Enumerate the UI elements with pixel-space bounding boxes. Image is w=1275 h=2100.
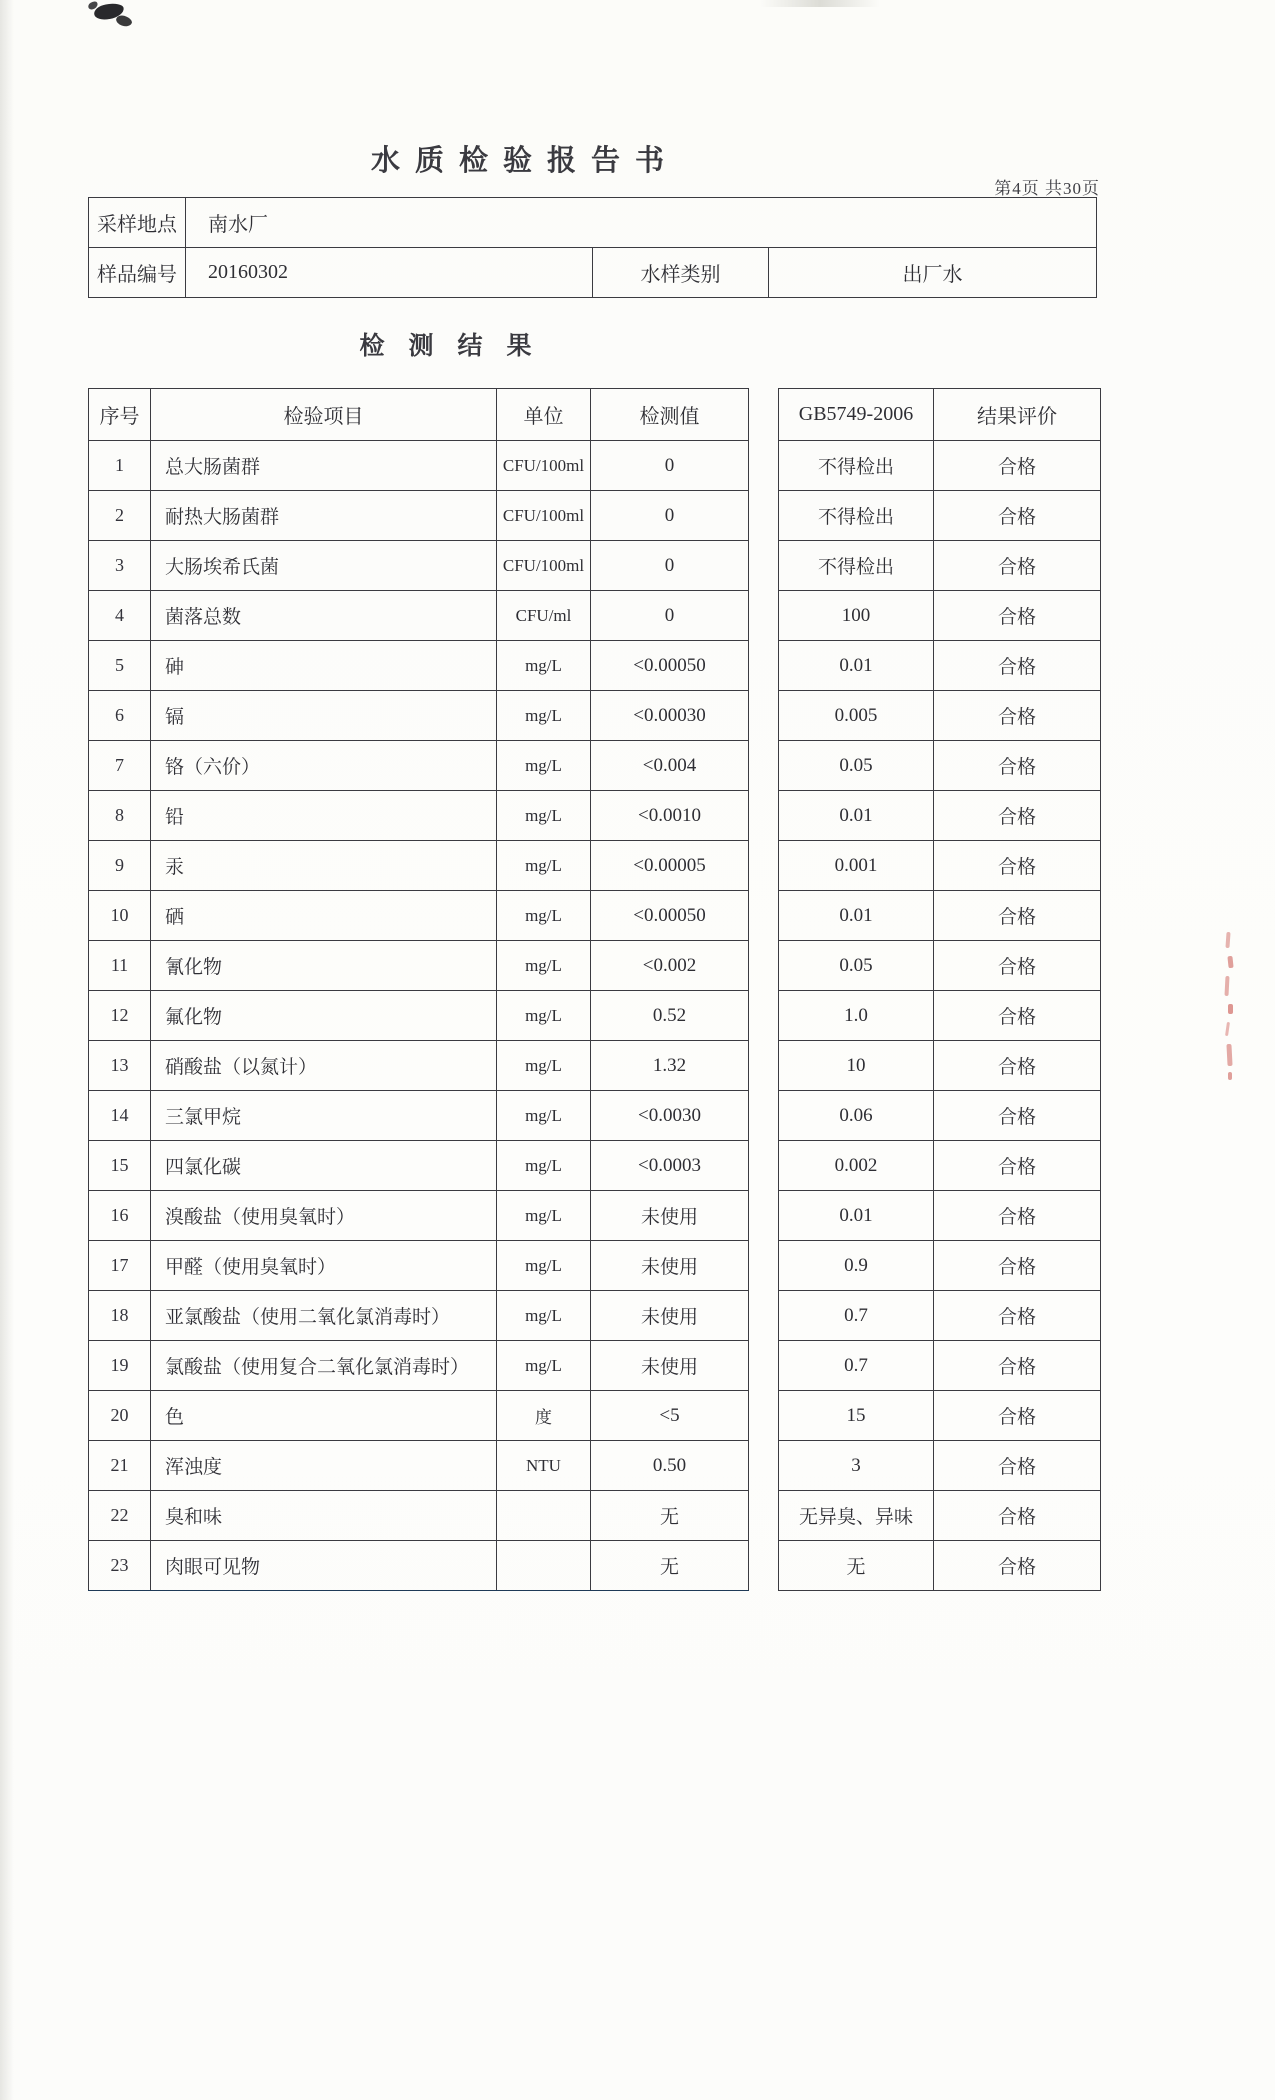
standard-limit: 0.06 — [779, 1091, 934, 1141]
measured-value: 未使用 — [591, 1291, 749, 1341]
unit: mg/L — [497, 1141, 591, 1191]
evaluation: 合格 — [934, 841, 1101, 891]
measured-value: 未使用 — [591, 1191, 749, 1241]
results-table-right — [778, 388, 1101, 1591]
evaluation: 合格 — [934, 491, 1101, 541]
results-header-row-right — [779, 389, 1101, 441]
row-number: 17 — [89, 1241, 151, 1291]
standard-limit: 0.001 — [779, 841, 934, 891]
evaluation: 合格 — [934, 1541, 1101, 1591]
unit: NTU — [497, 1441, 591, 1491]
row-number: 14 — [89, 1091, 151, 1141]
evaluation: 合格 — [934, 1391, 1101, 1441]
result-row-right — [779, 1241, 1101, 1291]
row-number: 9 — [89, 841, 151, 891]
row-number: 13 — [89, 1041, 151, 1091]
measured-value: 无 — [591, 1491, 749, 1541]
measured-value: <0.00050 — [591, 641, 749, 691]
row-number: 21 — [89, 1441, 151, 1491]
unit: CFU/100ml — [497, 491, 591, 541]
unit: mg/L — [497, 1041, 591, 1091]
item-name: 菌落总数 — [151, 591, 497, 641]
measured-value: <0.0003 — [591, 1141, 749, 1191]
result-row — [89, 1241, 749, 1291]
row-number: 20 — [89, 1391, 151, 1441]
evaluation: 合格 — [934, 741, 1101, 791]
item-name: 氯酸盐（使用复合二氧化氯消毒时） — [151, 1341, 497, 1391]
unit: mg/L — [497, 991, 591, 1041]
result-row — [89, 841, 749, 891]
unit: 度 — [497, 1391, 591, 1441]
result-row — [89, 1441, 749, 1491]
item-name: 砷 — [151, 641, 497, 691]
evaluation: 合格 — [934, 441, 1101, 491]
unit: mg/L — [497, 1241, 591, 1291]
standard-limit: 0.05 — [779, 741, 934, 791]
result-row — [89, 791, 749, 841]
evaluation: 合格 — [934, 1441, 1101, 1491]
water-type-value: 出厂水 — [769, 248, 1097, 298]
header-value: 检测值 — [591, 389, 749, 441]
measured-value: 0.52 — [591, 991, 749, 1041]
sample-number-value: 20160302 — [186, 248, 593, 298]
header-result: 结果评价 — [934, 389, 1101, 441]
measured-value: 未使用 — [591, 1241, 749, 1291]
evaluation: 合格 — [934, 891, 1101, 941]
unit: CFU/100ml — [497, 441, 591, 491]
result-row-right — [779, 441, 1101, 491]
result-row-right — [779, 1041, 1101, 1091]
unit: mg/L — [497, 1341, 591, 1391]
result-row-right — [779, 1491, 1101, 1541]
unit: mg/L — [497, 941, 591, 991]
measured-value: <0.00050 — [591, 891, 749, 941]
result-row-right — [779, 991, 1101, 1041]
results-body-right — [779, 441, 1101, 1591]
result-row-right — [779, 1091, 1101, 1141]
measured-value: 无 — [591, 1541, 749, 1591]
result-row-right — [779, 1541, 1101, 1591]
item-name: 大肠埃希氏菌 — [151, 541, 497, 591]
unit: mg/L — [497, 891, 591, 941]
page-number: 第4页 共30页 — [994, 179, 1100, 198]
row-number: 10 — [89, 891, 151, 941]
standard-limit: 0.7 — [779, 1291, 934, 1341]
row-number: 5 — [89, 641, 151, 691]
evaluation: 合格 — [934, 641, 1101, 691]
result-row — [89, 691, 749, 741]
measured-value: 0 — [591, 491, 749, 541]
scanner-edge-shadow — [0, 0, 14, 2100]
standard-limit: 1.0 — [779, 991, 934, 1041]
sample-info-table — [88, 197, 1097, 298]
result-row-right — [779, 691, 1101, 741]
measured-value: 0 — [591, 441, 749, 491]
item-name: 肉眼可见物 — [151, 1541, 497, 1591]
unit: mg/L — [497, 841, 591, 891]
unit: mg/L — [497, 641, 591, 691]
standard-limit: 不得检出 — [779, 441, 934, 491]
evaluation: 合格 — [934, 791, 1101, 841]
row-number: 8 — [89, 791, 151, 841]
standard-limit: 0.05 — [779, 941, 934, 991]
scan-smudge — [760, 0, 880, 7]
measured-value: <0.002 — [591, 941, 749, 991]
standard-limit: 0.01 — [779, 791, 934, 841]
unit: CFU/ml — [497, 591, 591, 641]
measured-value: 未使用 — [591, 1341, 749, 1391]
result-row-right — [779, 841, 1101, 891]
item-name: 镉 — [151, 691, 497, 741]
result-row-right — [779, 1441, 1101, 1491]
result-row — [89, 491, 749, 541]
item-name: 铅 — [151, 791, 497, 841]
row-number: 2 — [89, 491, 151, 541]
item-name: 氟化物 — [151, 991, 497, 1041]
result-row — [89, 441, 749, 491]
header-no: 序号 — [89, 389, 151, 441]
result-row — [89, 1091, 749, 1141]
result-row-right — [779, 1341, 1101, 1391]
measured-value: <5 — [591, 1391, 749, 1441]
header-standard: GB5749-2006 — [779, 389, 934, 441]
item-name: 亚氯酸盐（使用二氧化氯消毒时） — [151, 1291, 497, 1341]
measured-value: <0.0030 — [591, 1091, 749, 1141]
standard-limit: 0.005 — [779, 691, 934, 741]
unit: CFU/100ml — [497, 541, 591, 591]
evaluation: 合格 — [934, 941, 1101, 991]
measured-value: 0 — [591, 591, 749, 641]
row-number: 23 — [89, 1541, 151, 1591]
standard-limit: 0.01 — [779, 641, 934, 691]
evaluation: 合格 — [934, 1341, 1101, 1391]
unit: mg/L — [497, 1091, 591, 1141]
result-row — [89, 991, 749, 1041]
item-name: 三氯甲烷 — [151, 1091, 497, 1141]
item-name: 耐热大肠菌群 — [151, 491, 497, 541]
sample-number-label: 样品编号 — [89, 248, 186, 298]
item-name: 臭和味 — [151, 1491, 497, 1541]
measured-value: 1.32 — [591, 1041, 749, 1091]
result-row — [89, 1291, 749, 1341]
standard-limit: 0.7 — [779, 1341, 934, 1391]
sample-location-label: 采样地点 — [89, 198, 186, 248]
row-number: 18 — [89, 1291, 151, 1341]
measured-value: 0.50 — [591, 1441, 749, 1491]
measured-value: <0.00005 — [591, 841, 749, 891]
result-row — [89, 591, 749, 641]
evaluation: 合格 — [934, 1091, 1101, 1141]
item-name: 硝酸盐（以氮计） — [151, 1041, 497, 1091]
red-ink-smudge — [1222, 932, 1236, 1082]
result-row-right — [779, 1291, 1101, 1341]
row-number: 7 — [89, 741, 151, 791]
row-number: 1 — [89, 441, 151, 491]
header-unit: 单位 — [497, 389, 591, 441]
result-row — [89, 1341, 749, 1391]
standard-limit: 100 — [779, 591, 934, 641]
water-type-label: 水样类别 — [593, 248, 769, 298]
sample-location-value: 南水厂 — [186, 198, 1097, 248]
result-row-right — [779, 891, 1101, 941]
row-number: 11 — [89, 941, 151, 991]
results-header-row — [89, 389, 749, 441]
item-name: 溴酸盐（使用臭氧时） — [151, 1191, 497, 1241]
sample-location-row — [89, 198, 1097, 248]
measured-value: <0.0010 — [591, 791, 749, 841]
measured-value: 0 — [591, 541, 749, 591]
standard-limit: 无异臭、异味 — [779, 1491, 934, 1541]
unit — [497, 1491, 591, 1541]
row-number: 15 — [89, 1141, 151, 1191]
result-row-right — [779, 741, 1101, 791]
document-title: 水质检验报告书 — [370, 145, 679, 177]
item-name: 铬（六价） — [151, 741, 497, 791]
result-row-right — [779, 941, 1101, 991]
result-row — [89, 541, 749, 591]
unit: mg/L — [497, 691, 591, 741]
result-row — [89, 1191, 749, 1241]
row-number: 4 — [89, 591, 151, 641]
row-number: 16 — [89, 1191, 151, 1241]
evaluation: 合格 — [934, 591, 1101, 641]
unit: mg/L — [497, 791, 591, 841]
result-row — [89, 1391, 749, 1441]
item-name: 浑浊度 — [151, 1441, 497, 1491]
standard-limit: 不得检出 — [779, 541, 934, 591]
sample-number-row — [89, 248, 1097, 298]
result-row-right — [779, 591, 1101, 641]
item-name: 氰化物 — [151, 941, 497, 991]
unit — [497, 1541, 591, 1591]
item-name: 四氯化碳 — [151, 1141, 497, 1191]
row-number: 22 — [89, 1491, 151, 1541]
standard-limit: 0.002 — [779, 1141, 934, 1191]
evaluation: 合格 — [934, 1191, 1101, 1241]
standard-limit: 不得检出 — [779, 491, 934, 541]
row-number: 6 — [89, 691, 151, 741]
result-row-right — [779, 491, 1101, 541]
evaluation: 合格 — [934, 541, 1101, 591]
evaluation: 合格 — [934, 1241, 1101, 1291]
evaluation: 合格 — [934, 1041, 1101, 1091]
results-body-left — [89, 441, 749, 1591]
item-name: 硒 — [151, 891, 497, 941]
scan-ink-blot — [115, 14, 133, 28]
results-table-left — [88, 388, 749, 1591]
row-number: 12 — [89, 991, 151, 1041]
row-number: 19 — [89, 1341, 151, 1391]
result-row — [89, 741, 749, 791]
result-row — [89, 1491, 749, 1541]
result-row-right — [779, 791, 1101, 841]
unit: mg/L — [497, 741, 591, 791]
measured-value: <0.004 — [591, 741, 749, 791]
evaluation: 合格 — [934, 991, 1101, 1041]
section-title: 检测结果 — [359, 333, 556, 360]
standard-limit: 10 — [779, 1041, 934, 1091]
evaluation: 合格 — [934, 1141, 1101, 1191]
result-row-right — [779, 1191, 1101, 1241]
measured-value: <0.00030 — [591, 691, 749, 741]
result-row-right — [779, 1141, 1101, 1191]
standard-limit: 0.9 — [779, 1241, 934, 1291]
standard-limit: 3 — [779, 1441, 934, 1491]
result-row-right — [779, 1391, 1101, 1441]
evaluation: 合格 — [934, 1491, 1101, 1541]
standard-limit: 无 — [779, 1541, 934, 1591]
unit: mg/L — [497, 1191, 591, 1241]
result-row — [89, 1141, 749, 1191]
result-row — [89, 891, 749, 941]
item-name: 汞 — [151, 841, 497, 891]
evaluation: 合格 — [934, 1291, 1101, 1341]
item-name: 总大肠菌群 — [151, 441, 497, 491]
unit: mg/L — [497, 1291, 591, 1341]
item-name: 色 — [151, 1391, 497, 1441]
evaluation: 合格 — [934, 691, 1101, 741]
result-row — [89, 641, 749, 691]
header-item: 检验项目 — [151, 389, 497, 441]
standard-limit: 0.01 — [779, 1191, 934, 1241]
row-number: 3 — [89, 541, 151, 591]
result-row — [89, 941, 749, 991]
result-row-right — [779, 641, 1101, 691]
result-row-right — [779, 541, 1101, 591]
item-name: 甲醛（使用臭氧时） — [151, 1241, 497, 1291]
result-row — [89, 1541, 749, 1591]
standard-limit: 0.01 — [779, 891, 934, 941]
result-row — [89, 1041, 749, 1091]
standard-limit: 15 — [779, 1391, 934, 1441]
